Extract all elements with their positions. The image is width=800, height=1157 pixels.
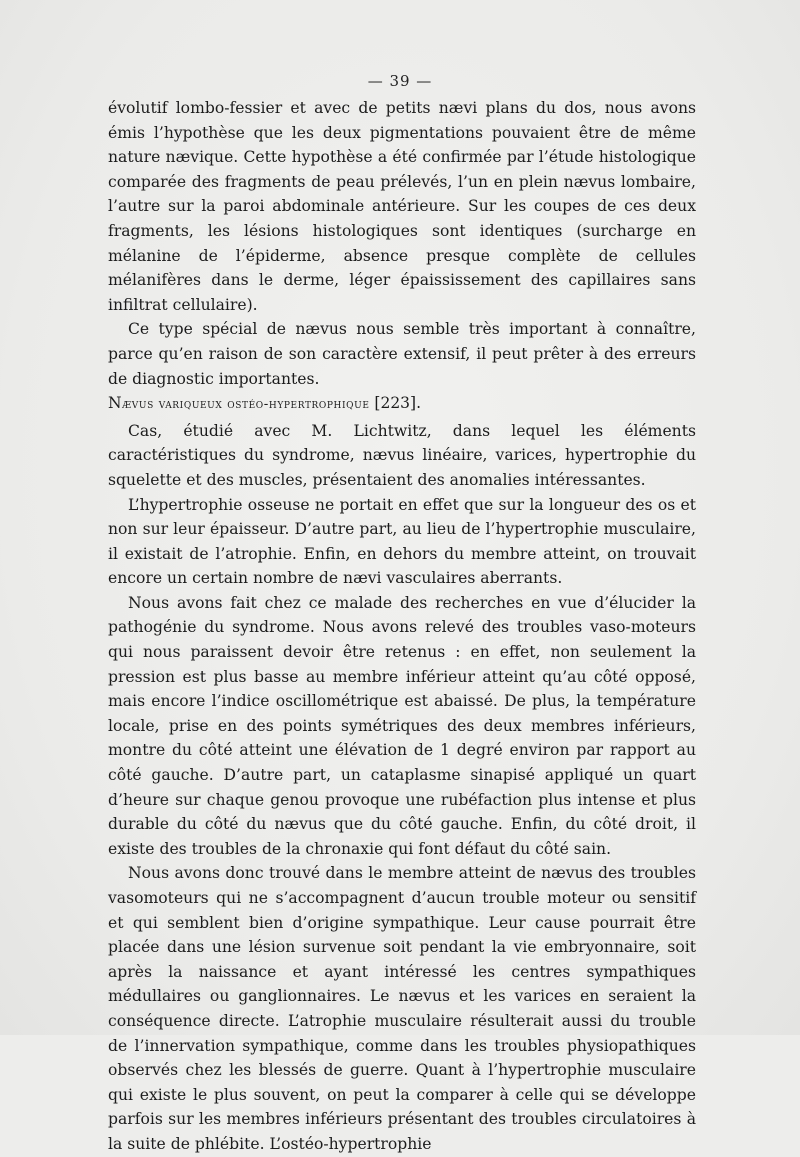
heading-initial: N <box>108 394 123 413</box>
body-text <box>108 96 696 1157</box>
paragraph: Cas, étudié avec M. Lichtwitz, dans lequel les éléments caractéristiques du syndrome, nævus linéaire, varices, hypertrophie du squelette et des muscles, présentaient des anomalies intéressantes. <box>108 421 696 489</box>
paragraph: Nous avons fait chez ce malade des recherches en vue d’élucider la pathogénie du syndrome. Nous avons relevé des troubles vaso-moteurs qui nous paraissent devoir être retenus : en effet, non seulement la pression est plus basse au membre inférieur atteint qu’au côté opposé, mais encore l’indice oscillométrique est abaissé. De plus, la température locale, prise en des points symétriques des deux membres inférieurs, montre du côté atteint une élévation de 1 degré environ par rapport au côté gauche. D’autre part, un cataplasme sinapisé appliqué un quart d’heure sur chaque genou provoque une rubéfaction plus intense et plus durable du côté du nævus que du côté gauche. Enfin, du côté droit, il existe des troubles de la chronaxie qui font défaut du côté sain. <box>108 593 696 858</box>
section-heading <box>108 391 696 417</box>
heading-text: ævus variqueux ostéo-hypertrophique <box>122 396 370 413</box>
paragraph: Ce type spécial de nævus nous semble très important à connaître, parce qu’en raison de son caractère extensif, il peut prêter à des erreurs de diagnostic importantes. <box>108 320 696 388</box>
paragraph-continuation: évolutif lombo-fessier et avec de petits nævi plans du dos, nous avons émis l’hypothèse que les deux pigmentations pouvaient être de même nature nævique. Cette hypothèse a été confirmée par l’étude histologique comparée des fragments de peau prélevés, l’un en plein nævus lombaire, l’autre sur la paroi abdominale antérieure. Sur les coupes de ces deux fragments, les lésions histologiques sont identiques (surcharge en mélanine de l’épiderme, absence presque complète de cellules mélanifères dans le derme, léger épaississement des capillaires sans infiltrat cellulaire). <box>108 99 696 314</box>
paragraph: L’hypertrophie osseuse ne portait en effet que sur la longueur des os et non sur leur épaisseur. D’autre part, au lieu de l’hypertrophie musculaire, il existait de l’atrophie. Enfin, en dehors du membre atteint, on trouvait encore un certain nombre de nævi vasculaires aberrants. <box>108 495 696 588</box>
paragraph: Nous avons donc trouvé dans le membre atteint de nævus des troubles vasomoteurs qui ne s’accompagnent d’aucun trouble moteur ou sensitif et qui semblent bien d’origine sympathique. Leur cause pourrait être placée dans une lésion survenue soit pendant la vie embryonnaire, soit après la naissance et ayant intéressé les centres sympathiques médullaires ou ganglionnaires. Le nævus et les varices en seraient la conséquence directe. L’atrophie musculaire résulterait aussi du trouble de l’innervation sympathique, comme dans les troubles physiopathiques observés chez les blessés de guerre. Quant à l’hypertrophie musculaire qui existe le plus souvent, on peut la comparer à celle qui se développe parfois sur les membres inférieurs présentant des troubles circulatoires à la suite de phlébite. L’ostéo-hypertrophie <box>108 864 696 1153</box>
heading-reference: [223]. <box>374 394 422 413</box>
page-number: — 39 — <box>367 72 433 90</box>
